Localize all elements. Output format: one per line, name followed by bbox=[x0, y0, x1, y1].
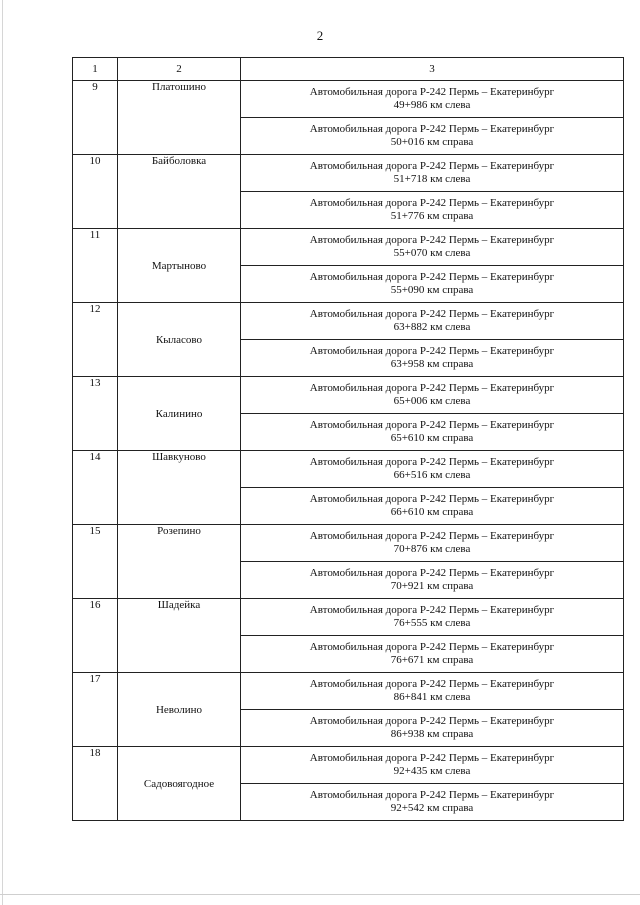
road-location bbox=[241, 451, 624, 488]
settlement-name: Розепино bbox=[118, 525, 241, 599]
table-row bbox=[73, 229, 624, 266]
road-km: 86+938 км справа bbox=[390, 728, 474, 740]
road-location bbox=[241, 488, 624, 525]
table-row bbox=[73, 451, 624, 488]
road-name: Автомобильная дорога Р-242 Пермь – Екатеринбург bbox=[309, 419, 555, 431]
road-km: 76+555 км слева bbox=[393, 617, 471, 629]
settlement-name: Садовоягодное bbox=[118, 747, 241, 821]
row-number: 10 bbox=[73, 155, 118, 229]
road-km: 76+671 км справа bbox=[390, 654, 474, 666]
road-name: Автомобильная дорога Р-242 Пермь – Екатеринбург bbox=[309, 752, 555, 764]
road-location bbox=[241, 636, 624, 673]
road-km: 55+090 км справа bbox=[390, 284, 474, 296]
row-number: 18 bbox=[73, 747, 118, 821]
table-row bbox=[73, 747, 624, 784]
row-number: 11 bbox=[73, 229, 118, 303]
road-location bbox=[241, 525, 624, 562]
road-name: Автомобильная дорога Р-242 Пермь – Екатеринбург bbox=[309, 789, 555, 801]
scan-edge-left bbox=[2, 0, 3, 905]
road-name: Автомобильная дорога Р-242 Пермь – Екатеринбург bbox=[309, 308, 555, 320]
road-location bbox=[241, 118, 624, 155]
settlement-name: Неволино bbox=[118, 673, 241, 747]
road-km: 92+542 км справа bbox=[390, 802, 474, 814]
road-location bbox=[241, 562, 624, 599]
road-location bbox=[241, 377, 624, 414]
road-location bbox=[241, 340, 624, 377]
road-location bbox=[241, 192, 624, 229]
table-row bbox=[73, 599, 624, 636]
header-row bbox=[73, 58, 624, 81]
settlement-name: Мартыново bbox=[118, 229, 241, 303]
header-col-3: 3 bbox=[241, 58, 624, 81]
road-name: Автомобильная дорога Р-242 Пермь – Екатеринбург bbox=[309, 345, 555, 357]
road-km: 63+958 км справа bbox=[390, 358, 474, 370]
road-location bbox=[241, 229, 624, 266]
road-name: Автомобильная дорога Р-242 Пермь – Екатеринбург bbox=[309, 86, 555, 98]
row-number: 14 bbox=[73, 451, 118, 525]
road-km: 55+070 км слева bbox=[393, 247, 471, 259]
road-name: Автомобильная дорога Р-242 Пермь – Екатеринбург bbox=[309, 160, 555, 172]
road-name: Автомобильная дорога Р-242 Пермь – Екатеринбург bbox=[309, 530, 555, 542]
page-number: 2 bbox=[316, 28, 324, 43]
settlement-name: Калинино bbox=[118, 377, 241, 451]
row-number: 9 bbox=[73, 81, 118, 155]
table-row bbox=[73, 673, 624, 710]
header-col-1: 1 bbox=[73, 58, 118, 81]
road-km: 63+882 км слева bbox=[393, 321, 471, 333]
row-number: 16 bbox=[73, 599, 118, 673]
road-km: 66+516 км слева bbox=[393, 469, 471, 481]
road-km: 70+876 км слева bbox=[393, 543, 471, 555]
road-km: 51+776 км справа bbox=[390, 210, 474, 222]
road-km: 66+610 км справа bbox=[390, 506, 474, 518]
road-name: Автомобильная дорога Р-242 Пермь – Екатеринбург bbox=[309, 641, 555, 653]
road-location bbox=[241, 414, 624, 451]
settlement-name: Шадейка bbox=[118, 599, 241, 673]
road-name: Автомобильная дорога Р-242 Пермь – Екатеринбург bbox=[309, 197, 555, 209]
row-number: 17 bbox=[73, 673, 118, 747]
road-name: Автомобильная дорога Р-242 Пермь – Екатеринбург bbox=[309, 604, 555, 616]
road-name: Автомобильная дорога Р-242 Пермь – Екатеринбург bbox=[309, 123, 555, 135]
settlement-name: Байболовка bbox=[118, 155, 241, 229]
road-name: Автомобильная дорога Р-242 Пермь – Екатеринбург bbox=[309, 382, 555, 394]
road-name: Автомобильная дорога Р-242 Пермь – Екатеринбург bbox=[309, 678, 555, 690]
road-location bbox=[241, 747, 624, 784]
road-location bbox=[241, 673, 624, 710]
road-km: 70+921 км справа bbox=[390, 580, 474, 592]
road-name: Автомобильная дорога Р-242 Пермь – Екатеринбург bbox=[309, 493, 555, 505]
table-row bbox=[73, 377, 624, 414]
road-km: 92+435 км слева bbox=[393, 765, 471, 777]
road-km: 51+718 км слева bbox=[393, 173, 471, 185]
road-km: 49+986 км слева bbox=[393, 99, 471, 111]
row-number: 12 bbox=[73, 303, 118, 377]
road-location bbox=[241, 266, 624, 303]
road-km: 86+841 км слева bbox=[393, 691, 471, 703]
table-row bbox=[73, 303, 624, 340]
road-km: 65+610 км справа bbox=[390, 432, 474, 444]
settlement-name: Шавкуново bbox=[118, 451, 241, 525]
road-location bbox=[241, 303, 624, 340]
road-location bbox=[241, 710, 624, 747]
road-km: 50+016 км справа bbox=[390, 136, 474, 148]
road-km: 65+006 км слева bbox=[393, 395, 471, 407]
road-name: Автомобильная дорога Р-242 Пермь – Екатеринбург bbox=[309, 715, 555, 727]
table-row bbox=[73, 155, 624, 192]
road-name: Автомобильная дорога Р-242 Пермь – Екатеринбург bbox=[309, 456, 555, 468]
routes-table bbox=[72, 57, 624, 821]
settlement-name: Платошино bbox=[118, 81, 241, 155]
row-number: 15 bbox=[73, 525, 118, 599]
table-row bbox=[73, 525, 624, 562]
road-location bbox=[241, 784, 624, 821]
road-name: Автомобильная дорога Р-242 Пермь – Екатеринбург bbox=[309, 567, 555, 579]
settlement-name: Кыласово bbox=[118, 303, 241, 377]
road-location bbox=[241, 599, 624, 636]
road-name: Автомобильная дорога Р-242 Пермь – Екатеринбург bbox=[309, 271, 555, 283]
header-col-2: 2 bbox=[118, 58, 241, 81]
road-name: Автомобильная дорога Р-242 Пермь – Екатеринбург bbox=[309, 234, 555, 246]
row-number: 13 bbox=[73, 377, 118, 451]
scan-edge-bottom bbox=[0, 894, 640, 895]
road-location bbox=[241, 155, 624, 192]
table-row bbox=[73, 81, 624, 118]
table-header bbox=[73, 58, 624, 81]
road-location bbox=[241, 81, 624, 118]
table-body bbox=[73, 81, 624, 821]
